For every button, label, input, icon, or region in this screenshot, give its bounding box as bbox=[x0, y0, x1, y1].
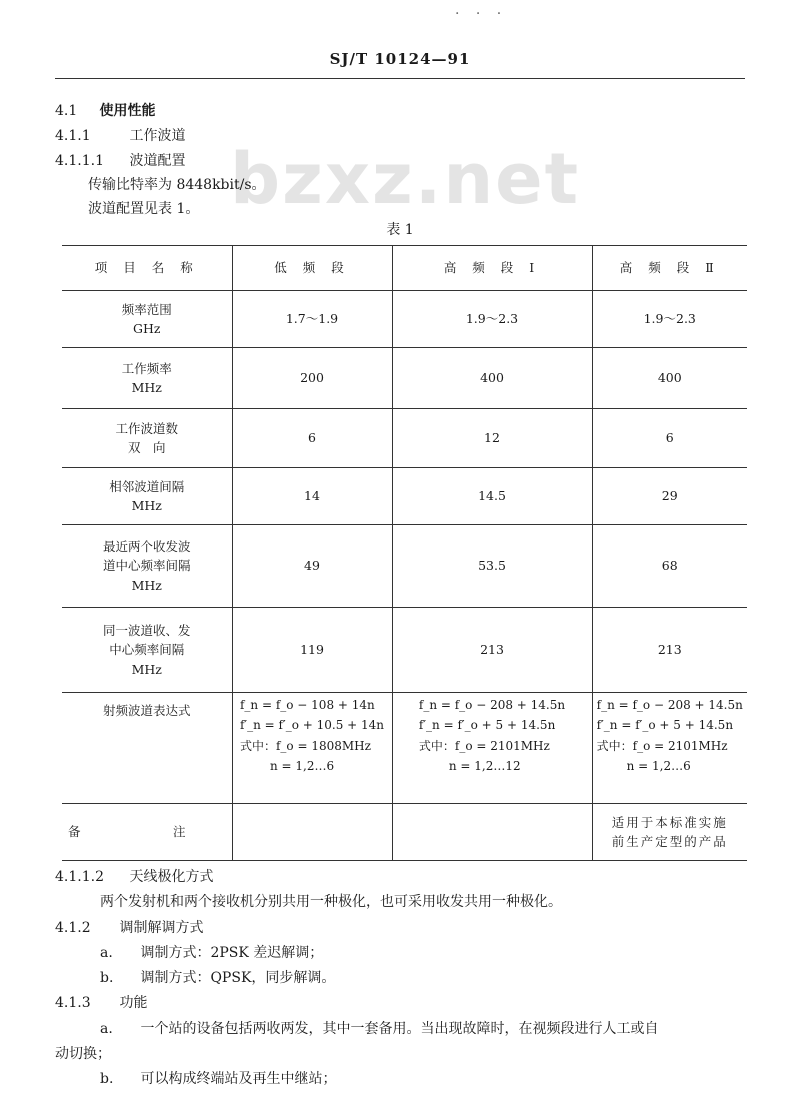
formula-row bbox=[62, 693, 747, 804]
row-label bbox=[62, 525, 232, 608]
modulation-item-a bbox=[100, 942, 323, 962]
watermark: bzxz.net bbox=[230, 138, 581, 220]
remarks-line: 适用于本标准实施 bbox=[611, 814, 728, 830]
document-number: SJ/T 10124—91 bbox=[329, 50, 471, 68]
cell-high2-formula bbox=[592, 693, 747, 804]
formula-line: n = 1,2…6 bbox=[269, 759, 335, 774]
row-label bbox=[62, 608, 232, 693]
formula-line: f′_n = f′_o + 5 + 14.5n bbox=[596, 718, 734, 733]
cell-high1: 1.9～2.3 bbox=[392, 291, 592, 348]
row-label-unit: MHz bbox=[131, 577, 162, 593]
item-label: a. bbox=[100, 945, 113, 961]
row-label-line: 工作频率 bbox=[121, 360, 172, 376]
function-item-a bbox=[100, 1018, 658, 1038]
cell-high2: 213 bbox=[592, 608, 747, 693]
section-number: 4.1.2 bbox=[55, 920, 91, 936]
section-number: 4.1.1 bbox=[55, 128, 91, 144]
section-number: 4.1 bbox=[55, 103, 78, 119]
row-label bbox=[62, 291, 232, 348]
formula-line: 式中：f_o = 2101MHz bbox=[596, 738, 728, 753]
item-text: 可以构成终端站及再生中继站； bbox=[140, 1071, 337, 1087]
cell-low-formula bbox=[232, 693, 392, 804]
row-label-unit: 双 向 bbox=[127, 440, 166, 455]
function-item-b bbox=[100, 1068, 336, 1088]
scan-dots: · · · bbox=[455, 6, 508, 22]
section-4-1-1-1 bbox=[55, 150, 185, 170]
row-label-line: 中心频率间隔 bbox=[109, 642, 185, 658]
header-item: 项 目 名 称 bbox=[62, 246, 232, 291]
item-text: 一个站的设备包括两收两发，其中一套备用。当出现故障时，在视频段进行人工或自 bbox=[140, 1021, 659, 1037]
row-label-line: 同一波道收、发 bbox=[102, 622, 191, 638]
row-label bbox=[62, 348, 232, 409]
row-label-line: 频率范围 bbox=[121, 301, 172, 317]
table-reference-paragraph: 波道配置见表 1。 bbox=[88, 201, 200, 217]
section-4-1-3 bbox=[55, 992, 147, 1012]
row-label bbox=[62, 468, 232, 525]
formula-line: 式中：f_o = 2101MHz bbox=[418, 738, 550, 753]
row-label: 备 注 bbox=[62, 804, 232, 861]
cell-high1: 14.5 bbox=[392, 468, 592, 525]
cell-high2: 6 bbox=[592, 409, 747, 468]
section-number: 4.1.1.2 bbox=[55, 869, 104, 885]
formula-line: f′_n = f′_o + 5 + 14.5n bbox=[418, 718, 556, 733]
cell-high1-formula bbox=[392, 693, 592, 804]
cell-high1: 213 bbox=[392, 608, 592, 693]
table-caption: 表 1 bbox=[386, 222, 414, 238]
header-low-band: 低 频 段 bbox=[232, 246, 392, 291]
section-4-1 bbox=[55, 100, 155, 120]
item-text: 调制方式：2PSK 差迟解调； bbox=[140, 945, 324, 961]
table-row bbox=[62, 468, 747, 525]
table-row bbox=[62, 608, 747, 693]
section-4-1-2 bbox=[55, 917, 203, 937]
cell-low-remarks bbox=[232, 804, 392, 861]
section-title: 功能 bbox=[119, 995, 148, 1011]
row-label-line: 道中心频率间隔 bbox=[102, 558, 191, 574]
table-row bbox=[62, 409, 747, 468]
row-label bbox=[62, 409, 232, 468]
section-4-1-1-2 bbox=[55, 866, 213, 886]
formula-line: f_n = f_o − 208 + 14.5n bbox=[418, 698, 566, 712]
item-text: 调制方式：QPSK，同步解调。 bbox=[140, 970, 336, 986]
formula-line: f′_n = f′_o + 10.5 + 14n bbox=[239, 718, 385, 733]
formula-line: f_n = f_o − 208 + 14.5n bbox=[596, 698, 743, 712]
cell-high2: 1.9～2.3 bbox=[592, 291, 747, 348]
row-label-unit: MHz bbox=[131, 380, 162, 395]
cell-high2-remarks bbox=[592, 804, 747, 861]
section-title: 天线极化方式 bbox=[129, 869, 214, 885]
table-row bbox=[62, 348, 747, 409]
cell-low: 49 bbox=[232, 525, 392, 608]
section-title: 使用性能 bbox=[99, 103, 156, 119]
row-label-unit: MHz bbox=[131, 661, 162, 677]
channel-config-table bbox=[62, 245, 747, 861]
cell-high1-remarks bbox=[392, 804, 592, 861]
formula-line: n = 1,2…12 bbox=[448, 759, 521, 774]
row-label-unit: GHz bbox=[133, 321, 161, 336]
cell-low: 1.7～1.9 bbox=[232, 291, 392, 348]
polarization-paragraph: 两个发射机和两个接收机分别共用一种极化，也可采用收发共用一种极化。 bbox=[100, 894, 562, 910]
cell-high1: 53.5 bbox=[392, 525, 592, 608]
item-label: a. bbox=[100, 1021, 113, 1037]
header-rule bbox=[55, 78, 745, 79]
cell-high2: 400 bbox=[592, 348, 747, 409]
item-label: b. bbox=[100, 970, 114, 986]
cell-low: 200 bbox=[232, 348, 392, 409]
cell-low: 6 bbox=[232, 409, 392, 468]
item-label: b. bbox=[100, 1071, 114, 1087]
section-4-1-1 bbox=[55, 125, 185, 145]
section-title: 波道配置 bbox=[129, 153, 186, 169]
header-high-band-2: 高 频 段 Ⅱ bbox=[592, 246, 747, 291]
formula-line: 式中：f_o = 1808MHz bbox=[239, 738, 371, 753]
header-high-band-1: 高 频 段 Ⅰ bbox=[392, 246, 592, 291]
row-label: 射频波道表达式 bbox=[62, 693, 232, 804]
row-label-line: 工作波道数 bbox=[115, 420, 178, 436]
section-number: 4.1.1.1 bbox=[55, 153, 104, 169]
function-item-a-continued: 动切换； bbox=[55, 1046, 111, 1062]
section-number: 4.1.3 bbox=[55, 995, 91, 1011]
formula-line: n = 1,2…6 bbox=[626, 759, 691, 774]
row-label-line: 相邻波道间隔 bbox=[109, 478, 185, 494]
table-header-row bbox=[62, 246, 747, 291]
cell-high2: 29 bbox=[592, 468, 747, 525]
modulation-item-b bbox=[100, 967, 335, 987]
remarks-row bbox=[62, 804, 747, 861]
bitrate-paragraph: 传输比特率为 8448kbit/s。 bbox=[88, 177, 266, 193]
row-label-unit: MHz bbox=[131, 498, 162, 513]
cell-high2: 68 bbox=[592, 525, 747, 608]
remarks-line: 前生产定型的产品 bbox=[611, 834, 728, 849]
cell-high1: 12 bbox=[392, 409, 592, 468]
table-row bbox=[62, 525, 747, 608]
section-title: 工作波道 bbox=[129, 128, 186, 144]
cell-low: 119 bbox=[232, 608, 392, 693]
table-row bbox=[62, 291, 747, 348]
row-label-line: 最近两个收发波 bbox=[102, 538, 191, 554]
section-title: 调制解调方式 bbox=[119, 920, 204, 936]
cell-high1: 400 bbox=[392, 348, 592, 409]
cell-low: 14 bbox=[232, 468, 392, 525]
formula-line: f_n = f_o − 108 + 14n bbox=[239, 698, 375, 712]
